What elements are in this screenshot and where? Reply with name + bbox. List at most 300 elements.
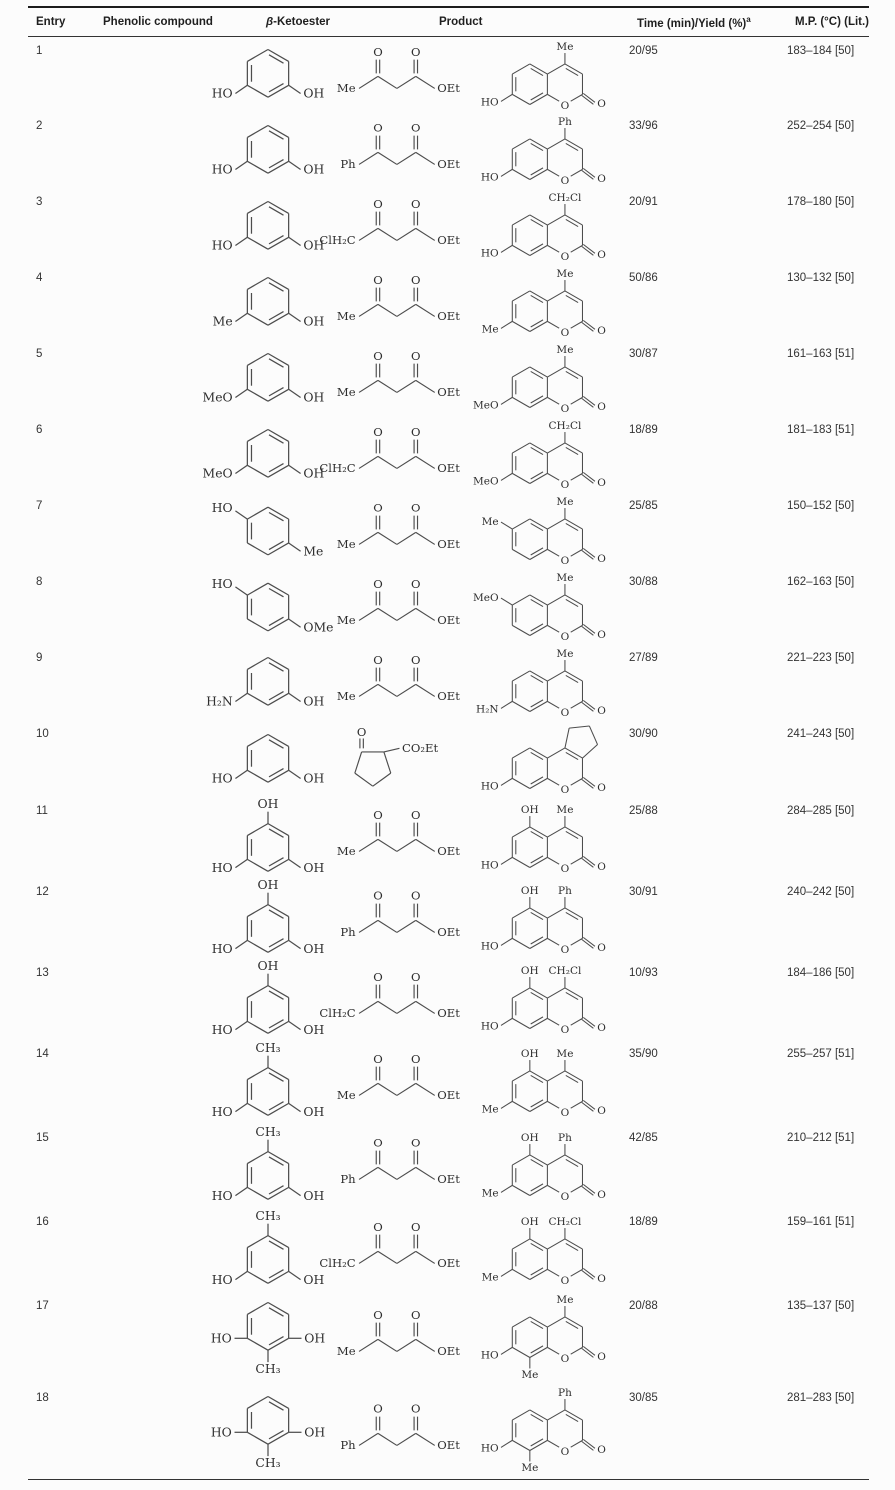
svg-text:Me: Me — [556, 268, 574, 281]
svg-text:O: O — [560, 1446, 570, 1459]
svg-text:OH: OH — [303, 86, 325, 101]
phenolic-compound-structure-cell — [95, 1292, 326, 1384]
entry-cell: 8 — [36, 576, 43, 589]
svg-text:ClH₂C: ClH₂C — [319, 1005, 356, 1020]
svg-text:HO: HO — [210, 1425, 232, 1440]
svg-text:O: O — [411, 424, 421, 439]
svg-text:O: O — [560, 99, 570, 111]
entry-cell: 2 — [36, 120, 43, 133]
table-row — [28, 112, 869, 188]
svg-text:OEt: OEt — [437, 384, 460, 399]
mp-cell: 221–223 [50] — [787, 652, 855, 665]
time-yield-cell: 20/88 — [629, 1299, 658, 1312]
svg-text:OEt: OEt — [437, 232, 460, 247]
svg-text:OH: OH — [303, 771, 325, 786]
svg-text:Me: Me — [556, 572, 574, 585]
ketoester-structure-cell — [258, 36, 460, 112]
svg-text:Ph: Ph — [558, 1131, 572, 1144]
mp-cell: 130–132 [50] — [787, 272, 855, 285]
column-header-product — [431, 7, 629, 36]
svg-text:CH₂Cl: CH₂Cl — [548, 965, 582, 978]
svg-text:HO: HO — [480, 247, 499, 260]
svg-text:OEt: OEt — [437, 1005, 460, 1020]
svg-text:O: O — [597, 1188, 606, 1201]
svg-text:ClH₂C: ClH₂C — [319, 232, 356, 247]
svg-text:OH: OH — [303, 1188, 325, 1203]
entry-cell: 15 — [36, 1131, 49, 1144]
svg-text:OH: OH — [303, 861, 325, 876]
svg-text:O: O — [411, 120, 421, 135]
svg-text:O: O — [560, 784, 570, 795]
time-yield-cell: 30/85 — [629, 1391, 658, 1404]
svg-text:O: O — [597, 553, 606, 566]
svg-text:O: O — [560, 403, 570, 415]
ketoester-structure-cell — [258, 720, 439, 797]
phenolic-compound-structure-cell — [95, 1040, 325, 1124]
svg-text:CH₃: CH₃ — [255, 1209, 281, 1224]
svg-text:O: O — [411, 348, 421, 363]
mp-cell: 184–186 [50] — [787, 966, 855, 979]
svg-text:HO: HO — [211, 86, 233, 101]
ketoester-structure-cell — [258, 568, 460, 644]
entry-cell: 18 — [36, 1391, 49, 1404]
phenolic-compound-structure-cell — [95, 958, 325, 1040]
table-row — [28, 264, 869, 340]
table-row — [28, 1208, 869, 1292]
svg-text:O: O — [560, 327, 570, 339]
table-row — [28, 644, 869, 720]
svg-text:Me: Me — [336, 688, 356, 703]
table-row — [28, 720, 869, 797]
ketoester-structure-cell — [258, 416, 460, 492]
footnote-marker: a — [746, 15, 751, 24]
svg-text:O: O — [373, 1135, 383, 1150]
svg-text:O: O — [411, 500, 421, 515]
svg-text:OH: OH — [257, 878, 279, 893]
coumarin-structure-diagram — [469, 723, 625, 795]
svg-text:OEt: OEt — [437, 924, 460, 939]
ketoester-structure-cell — [258, 644, 460, 720]
time-yield-cell: 30/87 — [629, 348, 658, 361]
svg-text:O: O — [411, 807, 421, 822]
entry-cell: 1 — [36, 44, 43, 57]
product-structure-cell — [431, 1292, 629, 1384]
product-structure-cell — [431, 568, 629, 644]
svg-text:Me: Me — [556, 496, 574, 509]
svg-text:O: O — [373, 969, 383, 984]
coumarin-structure-diagram — [469, 570, 625, 642]
ketoester-structure-cell — [258, 1040, 460, 1124]
svg-text:O: O — [373, 652, 383, 667]
svg-text:O: O — [597, 1350, 606, 1363]
svg-text:O: O — [597, 249, 606, 262]
svg-text:OH: OH — [303, 1022, 325, 1037]
svg-text:O: O — [560, 1190, 570, 1202]
phenolic-compound-structure-cell — [95, 1124, 325, 1208]
time-yield-cell: 30/91 — [629, 886, 658, 899]
svg-text:O: O — [597, 1104, 606, 1117]
svg-text:Me: Me — [556, 344, 574, 357]
svg-text:OH: OH — [520, 1047, 539, 1060]
svg-text:OEt: OEt — [437, 460, 460, 475]
mp-cell: 161–163 [51] — [787, 348, 855, 361]
svg-text:O: O — [373, 424, 383, 439]
product-structure-cell — [431, 644, 629, 720]
coumarin-structure-diagram — [469, 494, 625, 566]
svg-text:H₂N: H₂N — [206, 694, 233, 709]
svg-text:O: O — [597, 1444, 606, 1457]
time-yield-cell: 30/90 — [629, 728, 658, 741]
svg-text:CH₂Cl: CH₂Cl — [548, 420, 582, 433]
svg-text:Me: Me — [556, 803, 574, 816]
svg-text:OH: OH — [303, 314, 325, 329]
svg-text:MeO: MeO — [473, 592, 499, 605]
ketoester-structure-cell — [258, 1208, 460, 1292]
time-yield-cell: 20/91 — [629, 196, 658, 209]
column-header-entry — [28, 7, 95, 36]
table-row — [28, 959, 869, 1040]
column-header-ketoester — [258, 7, 431, 36]
phenolic-compound-structure-cell — [95, 188, 325, 264]
column-header-time-yield — [629, 7, 787, 36]
svg-text:O: O — [560, 1024, 570, 1036]
svg-text:HO: HO — [480, 939, 499, 952]
svg-text:O: O — [373, 1219, 383, 1234]
svg-text:OH: OH — [304, 1425, 326, 1440]
svg-text:O: O — [597, 1272, 606, 1285]
svg-text:HO: HO — [211, 162, 233, 177]
svg-text:CH₂Cl: CH₂Cl — [548, 192, 582, 205]
svg-text:HO: HO — [211, 941, 233, 956]
svg-text:O: O — [597, 629, 606, 642]
svg-text:MeO: MeO — [473, 399, 499, 412]
svg-text:HO: HO — [480, 780, 499, 793]
time-yield-cell: 33/96 — [629, 120, 658, 133]
svg-text:O: O — [560, 631, 570, 643]
coumarin-structure-diagram — [469, 1046, 625, 1118]
svg-text:O: O — [560, 479, 570, 491]
svg-text:Me: Me — [481, 323, 499, 336]
svg-text:CH₃: CH₃ — [255, 1125, 281, 1140]
svg-text:MeO: MeO — [202, 390, 233, 405]
svg-text:Me: Me — [336, 843, 356, 858]
product-structure-cell — [431, 1124, 629, 1208]
mp-cell: 150–152 [50] — [787, 500, 855, 513]
svg-text:O: O — [373, 44, 383, 59]
svg-text:Me: Me — [481, 1186, 499, 1199]
phenolic-compound-structure-cell — [95, 644, 325, 720]
svg-text:OH: OH — [303, 1272, 325, 1287]
ketoester-structure-cell — [258, 188, 460, 264]
svg-text:O: O — [373, 807, 383, 822]
svg-text:O: O — [373, 888, 383, 903]
coumarin-structure-diagram — [469, 114, 625, 186]
svg-text:O: O — [597, 477, 606, 490]
svg-text:O: O — [411, 969, 421, 984]
svg-text:O: O — [411, 576, 421, 591]
coumarin-structure-diagram — [469, 883, 625, 955]
svg-text:CO₂Et: CO₂Et — [402, 740, 439, 755]
table-row — [28, 492, 869, 568]
svg-text:O: O — [411, 888, 421, 903]
time-yield-cell: 42/85 — [629, 1131, 658, 1144]
svg-text:OEt: OEt — [437, 156, 460, 171]
svg-text:HO: HO — [211, 1022, 233, 1037]
svg-text:HO: HO — [480, 1442, 499, 1455]
svg-text:MeO: MeO — [202, 466, 233, 481]
product-structure-cell — [431, 416, 629, 492]
svg-text:O: O — [373, 272, 383, 287]
table-row — [28, 568, 869, 644]
product-structure-cell — [431, 188, 629, 264]
svg-text:O: O — [373, 196, 383, 211]
svg-text:O: O — [597, 401, 606, 414]
coumarin-structure-diagram — [469, 39, 625, 111]
svg-text:O: O — [597, 860, 606, 873]
coumarin-structure-diagram — [469, 1292, 625, 1384]
svg-text:H₂N: H₂N — [476, 703, 499, 716]
time-yield-cell: 10/93 — [629, 966, 658, 979]
svg-text:ClH₂C: ClH₂C — [319, 460, 356, 475]
svg-text:O: O — [411, 1401, 421, 1416]
product-structure-cell — [431, 340, 629, 416]
mp-cell: 135–137 [50] — [787, 1299, 855, 1312]
product-structure-cell — [431, 112, 629, 188]
mp-cell: 210–212 [51] — [787, 1131, 855, 1144]
phenolic-compound-structure-cell — [95, 1384, 326, 1480]
entry-cell: 11 — [36, 805, 48, 818]
phenolic-compound-structure-cell — [95, 264, 325, 340]
svg-text:CH₂Cl: CH₂Cl — [548, 1215, 582, 1228]
svg-text:O: O — [411, 44, 421, 59]
svg-text:Me: Me — [336, 308, 356, 323]
svg-text:OH: OH — [303, 1104, 325, 1119]
mp-cell: 162–163 [50] — [787, 576, 855, 589]
time-yield-cell: 18/89 — [629, 1215, 658, 1228]
svg-text:Ph: Ph — [340, 1437, 356, 1452]
svg-text:OEt: OEt — [437, 1171, 460, 1186]
header-entry-label: Entry — [36, 16, 66, 29]
phenolic-compound-structure-cell — [95, 797, 325, 878]
product-structure-cell — [431, 720, 629, 797]
mp-cell: 252–254 [50] — [787, 120, 855, 133]
entry-cell: 17 — [36, 1299, 49, 1312]
table-row — [28, 1292, 869, 1384]
svg-text:HO: HO — [211, 500, 233, 515]
time-yield-cell: 50/86 — [629, 272, 658, 285]
phenolic-compound-structure-cell — [95, 36, 325, 112]
mp-cell: 181–183 [51] — [787, 424, 855, 437]
mp-cell: 240–242 [50] — [787, 886, 855, 899]
svg-text:OH: OH — [303, 694, 325, 709]
coumarin-structure-diagram — [469, 190, 625, 262]
svg-text:OEt: OEt — [437, 1343, 460, 1358]
svg-text:O: O — [411, 1135, 421, 1150]
time-yield-cell: 25/85 — [629, 500, 658, 513]
svg-text:O: O — [597, 325, 606, 338]
product-structure-cell — [431, 36, 629, 112]
svg-text:OH: OH — [257, 958, 279, 973]
mp-cell: 183–184 [50] — [787, 44, 855, 57]
svg-text:HO: HO — [480, 859, 499, 872]
table-body — [28, 36, 869, 1479]
svg-text:OH: OH — [520, 1215, 539, 1228]
svg-text:HO: HO — [211, 861, 233, 876]
svg-text:O: O — [373, 120, 383, 135]
svg-text:O: O — [560, 251, 570, 263]
ketoester-structure-cell — [258, 878, 460, 959]
table-row — [28, 1124, 869, 1208]
svg-text:Me: Me — [336, 612, 356, 627]
table-row — [28, 340, 869, 416]
svg-text:O: O — [411, 196, 421, 211]
svg-text:O: O — [411, 1219, 421, 1234]
svg-text:O: O — [411, 652, 421, 667]
coumarin-structure-diagram — [469, 802, 625, 874]
product-structure-cell — [431, 492, 629, 568]
svg-text:Me: Me — [336, 536, 356, 551]
svg-text:HO: HO — [211, 576, 233, 591]
table-row — [28, 416, 869, 492]
svg-text:O: O — [597, 97, 606, 110]
svg-text:Me: Me — [521, 1462, 539, 1475]
table-row — [28, 1384, 869, 1480]
svg-text:OEt: OEt — [437, 688, 460, 703]
svg-text:O: O — [411, 272, 421, 287]
phenolic-compound-structure-cell — [95, 720, 325, 797]
product-structure-cell — [431, 878, 629, 959]
svg-text:ClH₂C: ClH₂C — [319, 1255, 356, 1270]
svg-text:OEt: OEt — [437, 1437, 460, 1452]
results-table — [28, 6, 869, 1480]
svg-text:Me: Me — [336, 1087, 356, 1102]
svg-text:CH₃: CH₃ — [255, 1041, 281, 1056]
svg-text:Me: Me — [556, 648, 574, 661]
svg-text:HO: HO — [211, 238, 233, 253]
svg-text:Ph: Ph — [558, 1387, 572, 1400]
product-structure-cell — [431, 264, 629, 340]
svg-text:O: O — [560, 1106, 570, 1118]
svg-text:Me: Me — [556, 1293, 574, 1306]
entry-cell: 12 — [36, 886, 49, 899]
table-row — [28, 36, 869, 112]
svg-text:O: O — [373, 500, 383, 515]
mp-cell: 281–283 [50] — [787, 1391, 855, 1404]
svg-text:O: O — [356, 726, 367, 740]
time-yield-cell: 18/89 — [629, 424, 658, 437]
entry-cell: 4 — [36, 272, 43, 285]
column-header-mp — [787, 7, 869, 36]
entry-cell: 13 — [36, 966, 49, 979]
svg-text:O: O — [560, 1352, 570, 1365]
header-row — [28, 7, 869, 36]
entry-cell: 9 — [36, 652, 43, 665]
entry-cell: 6 — [36, 424, 43, 437]
ketoester-structure-cell — [258, 959, 460, 1040]
mp-cell: 178–180 [50] — [787, 196, 855, 209]
svg-text:HO: HO — [480, 171, 499, 184]
svg-text:OH: OH — [304, 1331, 326, 1346]
svg-text:OH: OH — [303, 466, 325, 481]
entry-cell: 3 — [36, 196, 43, 209]
svg-text:O: O — [373, 1051, 383, 1066]
svg-text:O: O — [373, 1307, 383, 1322]
ketoester-structure-cell — [258, 1292, 460, 1384]
svg-text:Ph: Ph — [558, 116, 572, 129]
svg-text:O: O — [373, 348, 383, 363]
svg-text:OEt: OEt — [437, 1255, 460, 1270]
svg-text:O: O — [560, 175, 570, 187]
svg-text:O: O — [597, 705, 606, 718]
svg-text:HO: HO — [211, 1188, 233, 1203]
svg-text:OH: OH — [303, 390, 325, 405]
svg-text:HO: HO — [211, 1104, 233, 1119]
phenolic-compound-structure-cell — [95, 492, 324, 568]
entry-cell: 10 — [36, 728, 49, 741]
svg-text:Me: Me — [481, 516, 499, 529]
time-yield-cell: 27/89 — [629, 652, 658, 665]
mp-cell: 241–243 [50] — [787, 728, 855, 741]
entry-cell: 5 — [36, 348, 43, 361]
product-structure-cell — [431, 797, 629, 878]
svg-text:MeO: MeO — [473, 475, 499, 488]
svg-text:O: O — [597, 1022, 606, 1035]
svg-text:OMe: OMe — [303, 620, 334, 635]
coumarin-structure-diagram — [469, 418, 625, 490]
ketoester-structure-cell — [258, 1384, 460, 1480]
svg-text:Me: Me — [556, 40, 574, 53]
coumarin-structure-diagram — [469, 963, 625, 1035]
svg-text:Me: Me — [336, 384, 356, 399]
coumarin-structure-diagram — [469, 646, 625, 718]
svg-text:Me: Me — [212, 314, 233, 329]
svg-text:OEt: OEt — [437, 612, 460, 627]
svg-text:O: O — [560, 863, 570, 874]
svg-text:HO: HO — [211, 771, 233, 786]
svg-text:CH₃: CH₃ — [255, 1362, 281, 1377]
ketoester-structure-cell — [258, 797, 460, 878]
product-structure-cell — [431, 1384, 629, 1480]
product-structure-cell — [431, 1040, 629, 1124]
phenolic-compound-structure-cell — [95, 568, 334, 644]
svg-text:O: O — [373, 1401, 383, 1416]
svg-text:OH: OH — [520, 803, 539, 816]
svg-text:HO: HO — [211, 1272, 233, 1287]
svg-text:OH: OH — [520, 1131, 539, 1144]
svg-text:O: O — [560, 707, 570, 719]
svg-text:Ph: Ph — [340, 924, 356, 939]
svg-text:O: O — [411, 1051, 421, 1066]
svg-text:HO: HO — [480, 95, 499, 108]
svg-text:HO: HO — [480, 1348, 499, 1361]
mp-cell: 255–257 [51] — [787, 1047, 855, 1060]
header-phenolic-label: Phenolic compound — [103, 16, 213, 29]
ketoester-structure-cell — [258, 264, 460, 340]
product-structure-cell — [431, 959, 629, 1040]
svg-text:Me: Me — [481, 1270, 499, 1283]
svg-text:OEt: OEt — [437, 1087, 460, 1102]
time-yield-cell: 35/90 — [629, 1047, 658, 1060]
coumarin-structure-diagram — [469, 342, 625, 414]
entry-cell: 16 — [36, 1215, 49, 1228]
coumarin-structure-diagram — [469, 266, 625, 338]
svg-text:Me: Me — [336, 1343, 356, 1358]
svg-text:OH: OH — [520, 965, 539, 978]
header-ketoester-label: β-Ketoester — [266, 16, 331, 29]
phenolic-compound-structure-cell — [95, 416, 325, 492]
ketoester-structure-cell — [258, 492, 460, 568]
mp-cell: 284–285 [50] — [787, 805, 855, 818]
